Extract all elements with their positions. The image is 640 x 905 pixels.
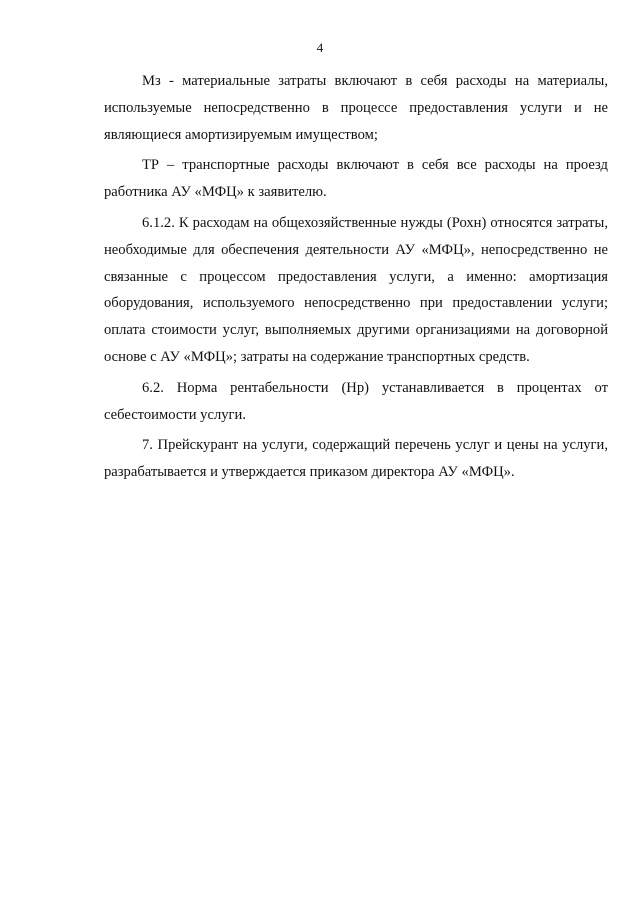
paragraph-profitability-rate: 6.2. Норма рентабельности (Нр) устанавливается в процентах от себестоимости услуги. (104, 379, 608, 423)
document-body (104, 68, 608, 486)
paragraph-general-expenses: 6.1.2. К расходам на общехозяйственные нужды (Рохн) относятся затраты, необходимые для обеспечения деятельности АУ «МФЦ», непосредственно не связанные с процессом предоставления услуги, а именно: амортизация оборудования, используемого непосредственно при предоставлении услуги; оплата стоимости услуг, выполняемых другими организациями на договорной основе с АУ «МФЦ»; затраты на содержание транспортных средств. (104, 214, 608, 365)
page-number: 4 (316, 40, 324, 55)
paragraph-material-costs: Мз - материальные затраты включают в себя расходы на материалы, используемые непосредственно в процессе предоставления услуги и не являющиеся амортизируемым имуществом; (104, 73, 608, 143)
paragraph-transport-costs: ТР – транспортные расходы включают в себя все расходы на проезд работника АУ «МФЦ» к заявителю. (104, 157, 608, 201)
paragraph-price-list: 7. Прейскурант на услуги, содержащий перечень услуг и цены на услуги, разрабатывается и утверждается приказом директора АУ «МФЦ». (104, 437, 608, 481)
